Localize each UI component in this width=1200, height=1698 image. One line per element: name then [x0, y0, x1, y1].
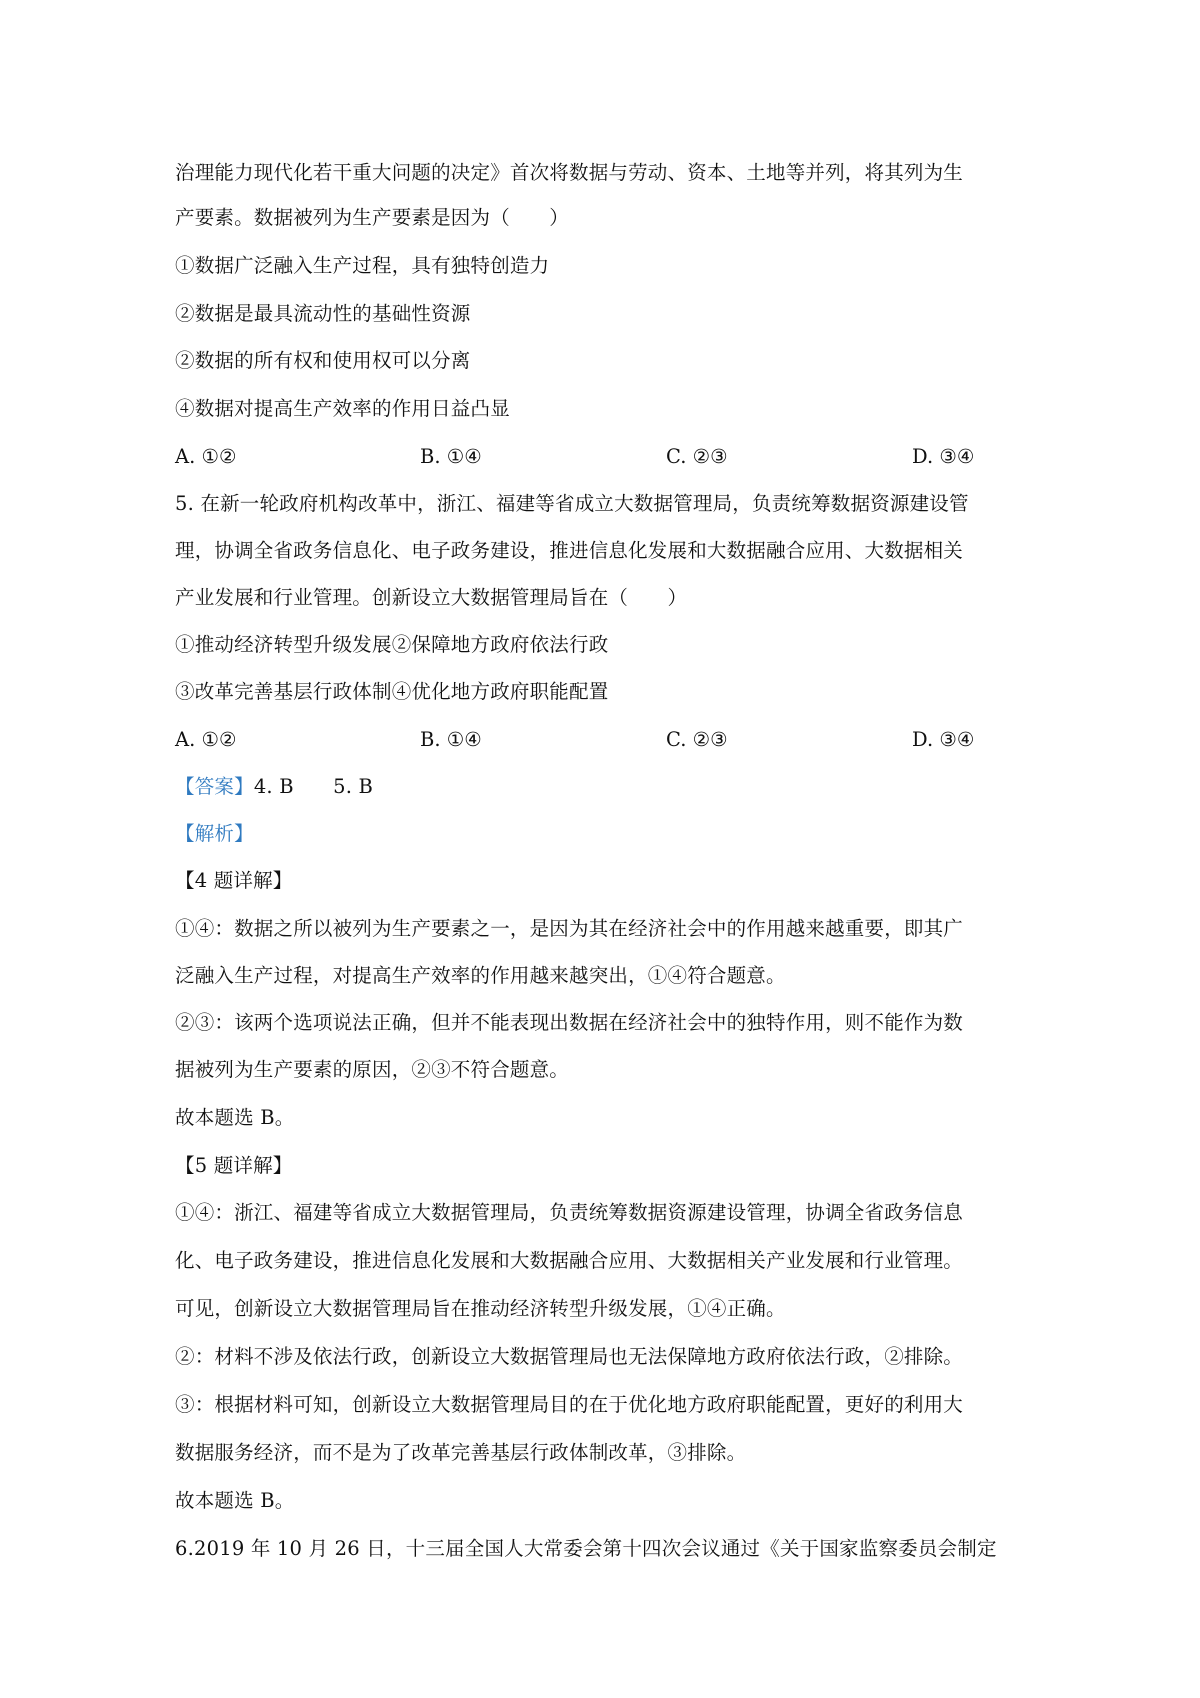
q4-detail-p1-line-2: 泛融入生产过程，对提高生产效率的作用越来越突出，①④符合题意。: [175, 964, 786, 987]
q5-detail-p1-line-2: 化、电子政务建设，推进信息化发展和大数据融合应用、大数据相关产业发展和行业管理。: [175, 1249, 964, 1272]
q5-stem-line-2: 理，协调全省政务信息化、电子政务建设，推进信息化发展和大数据融合应用、大数据相关: [175, 539, 964, 562]
analysis-label: 【解析】: [175, 822, 254, 845]
q4-statement-2: ②数据是最具流动性的基础性资源: [175, 302, 471, 325]
q4-statement-1: ①数据广泛融入生产过程，具有独特创造力: [175, 254, 550, 277]
q4-statement-3: ②数据的所有权和使用权可以分离: [175, 349, 471, 372]
q4-conclusion: 故本题选 B。: [175, 1106, 295, 1129]
q5-option-d: D. ③④: [912, 728, 975, 751]
q4-option-b: B. ①④: [420, 445, 482, 468]
q5-stem-line-1: 5. 在新一轮政府机构改革中，浙江、福建等省成立大数据管理局，负责统筹数据资源建设管: [175, 492, 969, 515]
q5-detail-p1-line-1: ①④：浙江、福建等省成立大数据管理局，负责统筹数据资源建设管理，协调全省政务信息: [175, 1201, 964, 1224]
q5-option-b: B. ①④: [420, 728, 482, 751]
q4-statement-4: ④数据对提高生产效率的作用日益凸显: [175, 397, 510, 420]
q6-stem-line-1: 6.2019 年 10 月 26 日，十三届全国人大常委会第十四次会议通过《关于国家监察委员会制定: [175, 1537, 997, 1560]
q4-detail-p2-line-1: ②③：该两个选项说法正确，但并不能表现出数据在经济社会中的独特作用，则不能作为数: [175, 1011, 964, 1034]
q4-detail-p2-line-2: 据被列为生产要素的原因，②③不符合题意。: [175, 1058, 570, 1081]
q5-statement-1: ①推动经济转型升级发展②保障地方政府依法行政: [175, 633, 609, 656]
answer-row: [175, 774, 373, 800]
q5-detail-p2: ②：材料不涉及依法行政，创新设立大数据管理局也无法保障地方政府依法行政，②排除。: [175, 1345, 964, 1368]
q5-option-a: A. ①②: [175, 728, 237, 751]
q4-option-c: C. ②③: [666, 445, 728, 468]
q5-stem-line-3: 产业发展和行业管理。创新设立大数据管理局旨在（ ）: [175, 586, 688, 609]
q4-stem-line-2: 产要素。数据被列为生产要素是因为（ ）: [175, 206, 570, 229]
answer-text: 4. B 5. B: [253, 775, 374, 798]
q4-option-d: D. ③④: [912, 445, 975, 468]
q5-detail-heading: 【5 题详解】: [175, 1154, 293, 1177]
q5-conclusion: 故本题选 B。: [175, 1489, 295, 1512]
q5-detail-p3-line-1: ③：根据材料可知，创新设立大数据管理局目的在于优化地方政府职能配置，更好的利用大: [175, 1393, 964, 1416]
q5-option-c: C. ②③: [666, 728, 728, 751]
q5-detail-p3-line-2: 数据服务经济，而不是为了改革完善基层行政体制改革，③排除。: [175, 1441, 747, 1464]
q5-detail-p1-line-3: 可见，创新设立大数据管理局旨在推动经济转型升级发展，①④正确。: [175, 1297, 786, 1320]
q5-statement-2: ③改革完善基层行政体制④优化地方政府职能配置: [175, 680, 609, 703]
q4-detail-p1-line-1: ①④：数据之所以被列为生产要素之一，是因为其在经济社会中的作用越来越重要，即其广: [175, 917, 964, 940]
answer-label: 【答案】: [175, 775, 254, 798]
q4-detail-heading: 【4 题详解】: [175, 869, 293, 892]
q4-stem-line-1: 治理能力现代化若干重大问题的决定》首次将数据与劳动、资本、土地等并列，将其列为生: [175, 161, 964, 184]
q4-option-a: A. ①②: [175, 445, 237, 468]
